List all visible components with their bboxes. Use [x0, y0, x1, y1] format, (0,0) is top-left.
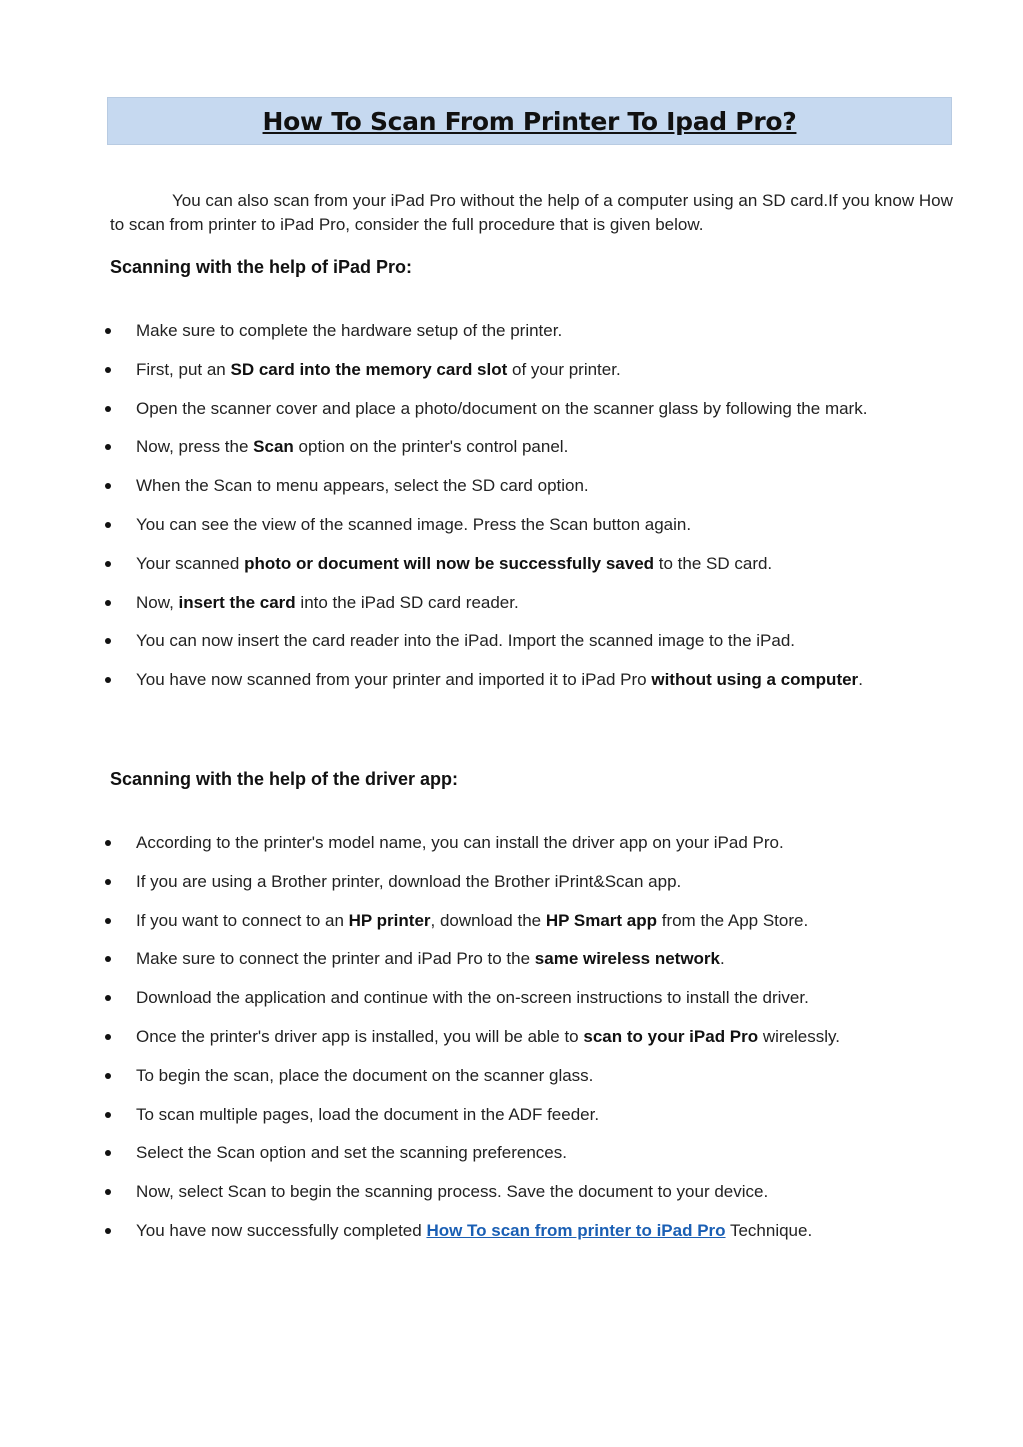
list-item: If you want to connect to an HP printer, download the HP Smart app from the App Store. [0, 902, 1023, 941]
bullet-icon [105, 956, 111, 962]
list-item: To scan multiple pages, load the document in the ADF feeder. [0, 1096, 1023, 1135]
how-to-scan-link[interactable]: How To scan from printer to iPad Pro [426, 1220, 726, 1240]
bullet-icon [105, 1150, 111, 1156]
list-item: To begin the scan, place the document on the scanner glass. [0, 1057, 1023, 1096]
bullet-icon [105, 444, 111, 450]
driver-app-steps-list [0, 824, 1023, 1251]
list-item: Open the scanner cover and place a photo/document on the scanner glass by following the mark. [0, 390, 1023, 429]
list-item: When the Scan to menu appears, select the SD card option. [0, 467, 1023, 506]
list-item: If you are using a Brother printer, download the Brother iPrint&Scan app. [0, 863, 1023, 902]
bullet-icon [105, 638, 111, 644]
bullet-icon [105, 522, 111, 528]
bullet-icon [105, 677, 111, 683]
section-heading-driver-app: Scanning with the help of the driver app: [110, 769, 459, 789]
bullet-icon [105, 1073, 111, 1079]
bullet-icon [105, 995, 111, 1001]
list-item: Once the printer's driver app is installed, you will be able to scan to your iPad Pro wirelessly. [0, 1018, 1023, 1057]
intro-paragraph: You can also scan from your iPad Pro without the help of a computer using an SD card.If you know How to scan from printer to iPad Pro, consider the full procedure that is given below. [110, 191, 953, 234]
list-item: Make sure to complete the hardware setup of the printer. [0, 312, 1023, 351]
section-heading-ipad: Scanning with the help of iPad Pro: [110, 257, 413, 277]
list-item: Download the application and continue with the on-screen instructions to install the driver. [0, 979, 1023, 1018]
bullet-icon [105, 367, 111, 373]
bullet-icon [105, 600, 111, 606]
bullet-icon [105, 483, 111, 489]
ipad-steps-list [0, 312, 1023, 700]
bullet-icon [105, 840, 111, 846]
bullet-icon [105, 1228, 111, 1234]
bullet-icon [105, 879, 111, 885]
bullet-icon [105, 328, 111, 334]
list-item: First, put an SD card into the memory card slot of your printer. [0, 351, 1023, 390]
list-item: You have now successfully completed How To scan from printer to iPad Pro Technique. [0, 1212, 1023, 1251]
list-item: You have now scanned from your printer and imported it to iPad Pro without using a computer. [0, 661, 1023, 700]
bullet-icon [105, 1034, 111, 1040]
bullet-icon [105, 1112, 111, 1118]
list-item: Now, select Scan to begin the scanning process. Save the document to your device. [0, 1173, 1023, 1212]
list-item: You can see the view of the scanned image. Press the Scan button again. [0, 506, 1023, 545]
list-item: Your scanned photo or document will now be successfully saved to the SD card. [0, 545, 1023, 584]
bullet-icon [105, 918, 111, 924]
page-title: How To Scan From Printer To Ipad Pro? [262, 106, 797, 136]
bullet-icon [105, 561, 111, 567]
bullet-icon [105, 406, 111, 412]
list-item: Make sure to connect the printer and iPad Pro to the same wireless network. [0, 940, 1023, 979]
bullet-icon [105, 1189, 111, 1195]
list-item: Now, insert the card into the iPad SD card reader. [0, 584, 1023, 623]
title-banner [107, 97, 952, 145]
list-item: You can now insert the card reader into the iPad. Import the scanned image to the iPad. [0, 622, 1023, 661]
list-item: According to the printer's model name, you can install the driver app on your iPad Pro. [0, 824, 1023, 863]
list-item: Now, press the Scan option on the printer's control panel. [0, 428, 1023, 467]
list-item: Select the Scan option and set the scanning preferences. [0, 1134, 1023, 1173]
